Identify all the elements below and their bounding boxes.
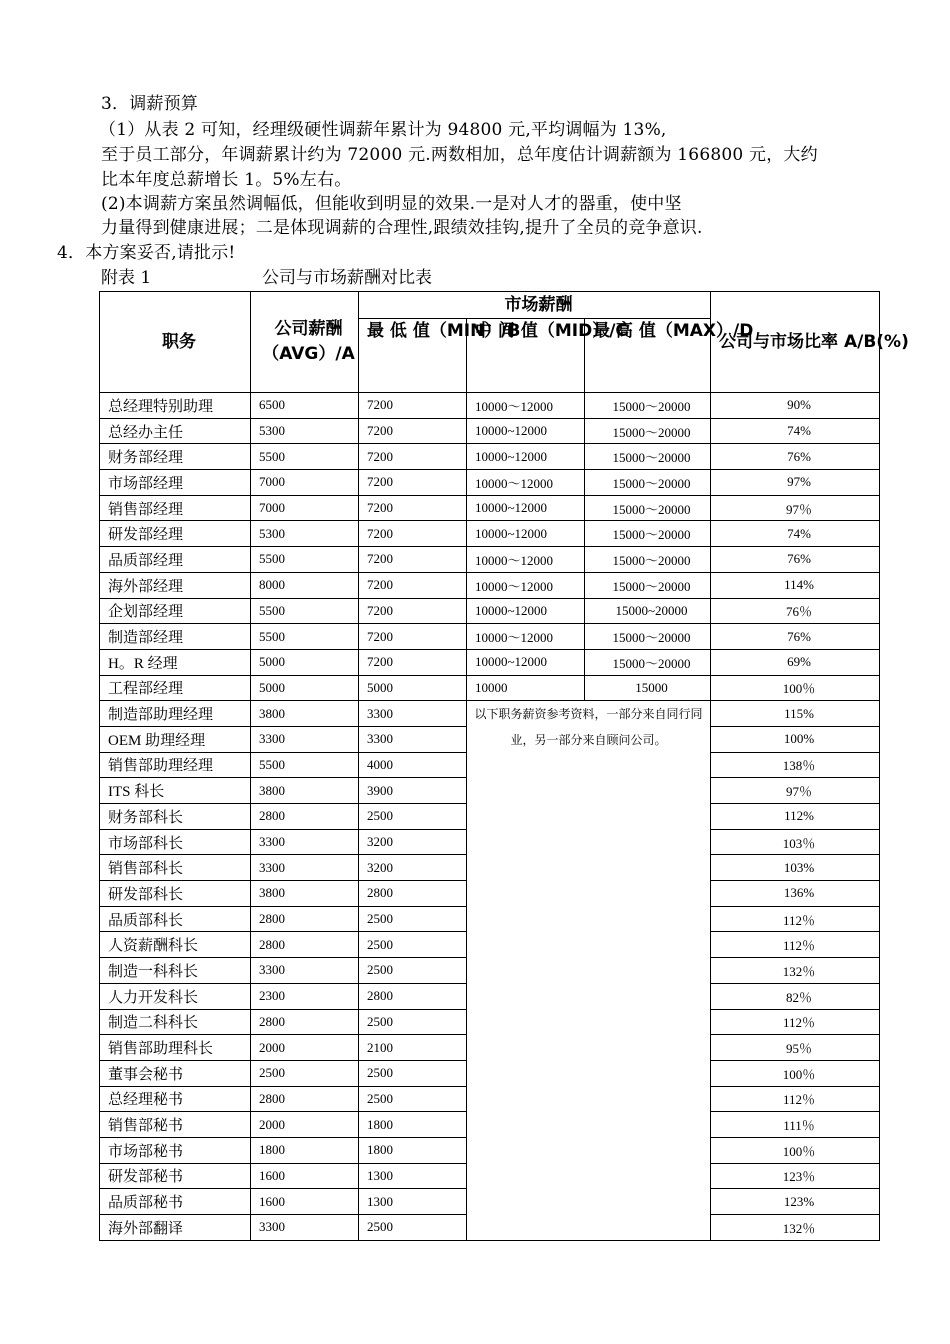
cell-company-avg: 5500 <box>251 752 359 778</box>
table-caption-title: 公司与市场薪酬对比表 <box>262 268 432 288</box>
table-caption-label: 附表 1 <box>101 268 152 288</box>
table-row <box>100 470 880 496</box>
cell-market-min: 4000 <box>359 752 467 778</box>
cell-market-mid: 10000~12000 <box>467 444 585 470</box>
cell-company-avg: 5500 <box>251 444 359 470</box>
paragraph-heading-4: 4．本方案妥否,请批示! <box>57 243 236 263</box>
cell-market-min: 7200 <box>359 444 467 470</box>
cell-job-title: 董事会秘书 <box>100 1060 251 1086</box>
cell-company-avg: 2800 <box>251 906 359 932</box>
table-row <box>100 624 880 650</box>
cell-market-min: 7200 <box>359 624 467 650</box>
cell-ratio: 76% <box>711 624 880 650</box>
cell-company-avg: 3800 <box>251 701 359 727</box>
cell-company-avg: 2500 <box>251 1060 359 1086</box>
cell-company-avg: 2800 <box>251 1086 359 1112</box>
cell-job-title: 海外部经理 <box>100 572 251 598</box>
cell-job-title: 海外部翻译 <box>100 1215 251 1241</box>
cell-company-avg: 5000 <box>251 649 359 675</box>
cell-company-avg: 2300 <box>251 983 359 1009</box>
cell-market-min: 7200 <box>359 393 467 419</box>
cell-ratio: 103％ <box>711 829 880 855</box>
paragraph-line: 比本年度总薪增长 1。5%左右。 <box>101 170 352 190</box>
cell-company-avg: 7000 <box>251 495 359 521</box>
cell-job-title: 市场部科长 <box>100 829 251 855</box>
table-row <box>100 547 880 573</box>
cell-job-title: 总经理秘书 <box>100 1086 251 1112</box>
salary-comparison-table <box>99 291 909 1241</box>
cell-job-title: 销售部经理 <box>100 495 251 521</box>
cell-job-title: 财务部经理 <box>100 444 251 470</box>
cell-company-avg: 6500 <box>251 393 359 419</box>
cell-company-avg: 5000 <box>251 675 359 701</box>
cell-market-mid: 10000~12000 <box>467 495 585 521</box>
cell-company-avg: 1600 <box>251 1189 359 1215</box>
cell-ratio: 112％ <box>711 932 880 958</box>
cell-ratio: 132％ <box>711 958 880 984</box>
cell-job-title: 销售部秘书 <box>100 1112 251 1138</box>
cell-company-avg: 2800 <box>251 804 359 830</box>
cell-job-title: ITS 科长 <box>100 778 251 804</box>
cell-job-title: 人力开发科长 <box>100 983 251 1009</box>
cell-market-min: 7200 <box>359 418 467 444</box>
cell-job-title: 工程部经理 <box>100 675 251 701</box>
cell-market-min: 2500 <box>359 932 467 958</box>
cell-ratio: 100% <box>711 726 880 752</box>
cell-job-title: 研发部科长 <box>100 881 251 907</box>
cell-job-title: 销售部科长 <box>100 855 251 881</box>
cell-company-avg: 5300 <box>251 418 359 444</box>
cell-market-max: 15000～20000 <box>585 495 711 521</box>
cell-ratio: 97% <box>711 470 880 496</box>
table-row <box>100 444 880 470</box>
cell-job-title: 品质部秘书 <box>100 1189 251 1215</box>
cell-job-title: 企划部经理 <box>100 598 251 624</box>
cell-ratio: 76% <box>711 547 880 573</box>
header-market-salary: 市场薪酬 <box>359 292 711 319</box>
header-max: 最 高 值（MAX）/D <box>585 319 711 393</box>
table-row <box>100 675 880 701</box>
cell-market-mid: 10000~12000 <box>467 521 585 547</box>
paragraph-line: 力量得到健康进展；二是体现调薪的合理性,跟绩效挂钩,提升了全员的竞争意识. <box>101 218 703 238</box>
cell-company-avg: 8000 <box>251 572 359 598</box>
cell-job-title: 研发部经理 <box>100 521 251 547</box>
cell-ratio: 100％ <box>711 675 880 701</box>
cell-company-avg: 3300 <box>251 829 359 855</box>
cell-market-min: 2100 <box>359 1035 467 1061</box>
cell-company-avg: 3800 <box>251 881 359 907</box>
cell-market-max: 15000～20000 <box>585 649 711 675</box>
cell-ratio: 138％ <box>711 752 880 778</box>
cell-market-max: 15000～20000 <box>585 547 711 573</box>
cell-ratio: 100％ <box>711 1060 880 1086</box>
cell-ratio: 74% <box>711 418 880 444</box>
cell-ratio: 112% <box>711 804 880 830</box>
cell-job-title: 制造一科科长 <box>100 958 251 984</box>
reference-note: 以下职务薪资参考资料，一部分来自同行同业，另一部分来自顾问公司。 <box>467 701 711 1240</box>
header-min: 最 低 值（MIN）/B <box>359 319 467 393</box>
cell-company-avg: 3300 <box>251 726 359 752</box>
cell-market-max: 15000～20000 <box>585 624 711 650</box>
cell-job-title: H。R 经理 <box>100 649 251 675</box>
cell-company-avg: 2800 <box>251 1009 359 1035</box>
table-row <box>100 572 880 598</box>
cell-market-min: 3300 <box>359 726 467 752</box>
cell-company-avg: 7000 <box>251 470 359 496</box>
cell-market-min: 2800 <box>359 983 467 1009</box>
cell-market-max: 15000 <box>585 675 711 701</box>
cell-market-min: 1300 <box>359 1163 467 1189</box>
cell-company-avg: 5300 <box>251 521 359 547</box>
header-mid: 中 间 值（MID）/C <box>467 319 585 393</box>
cell-company-avg: 1800 <box>251 1137 359 1163</box>
cell-company-avg: 2000 <box>251 1035 359 1061</box>
cell-market-min: 1800 <box>359 1137 467 1163</box>
cell-market-min: 2500 <box>359 958 467 984</box>
table-row <box>100 701 880 727</box>
cell-company-avg: 3300 <box>251 1215 359 1241</box>
cell-job-title: 制造部经理 <box>100 624 251 650</box>
table-row <box>100 418 880 444</box>
paragraph-heading-3: 3．调薪预算 <box>101 94 199 114</box>
cell-job-title: 总经办主任 <box>100 418 251 444</box>
header-ratio: 公司与市场比率 A/B(%) <box>711 292 880 393</box>
cell-ratio: 123％ <box>711 1163 880 1189</box>
cell-ratio: 112％ <box>711 1009 880 1035</box>
cell-market-mid: 10000～12000 <box>467 572 585 598</box>
cell-market-mid: 10000～12000 <box>467 393 585 419</box>
cell-job-title: 制造部助理经理 <box>100 701 251 727</box>
cell-job-title: 人资薪酬科长 <box>100 932 251 958</box>
cell-market-min: 1800 <box>359 1112 467 1138</box>
cell-ratio: 97％ <box>711 495 880 521</box>
cell-market-min: 2800 <box>359 881 467 907</box>
cell-market-min: 7200 <box>359 495 467 521</box>
cell-job-title: 市场部秘书 <box>100 1137 251 1163</box>
cell-market-mid: 10000~12000 <box>467 598 585 624</box>
cell-market-max: 15000～20000 <box>585 470 711 496</box>
cell-market-max: 15000～20000 <box>585 572 711 598</box>
cell-company-avg: 2000 <box>251 1112 359 1138</box>
cell-company-avg: 3300 <box>251 958 359 984</box>
cell-ratio: 112％ <box>711 906 880 932</box>
cell-market-mid: 10000～12000 <box>467 470 585 496</box>
table-row <box>100 495 880 521</box>
cell-market-min: 3900 <box>359 778 467 804</box>
cell-market-min: 5000 <box>359 675 467 701</box>
cell-job-title: 制造二科科长 <box>100 1009 251 1035</box>
cell-market-min: 7200 <box>359 470 467 496</box>
cell-ratio: 74% <box>711 521 880 547</box>
cell-job-title: 销售部助理经理 <box>100 752 251 778</box>
cell-job-title: 销售部助理科长 <box>100 1035 251 1061</box>
cell-ratio: 103% <box>711 855 880 881</box>
cell-market-max: 15000～20000 <box>585 393 711 419</box>
cell-company-avg: 5500 <box>251 598 359 624</box>
cell-job-title: 总经理特别助理 <box>100 393 251 419</box>
cell-ratio: 115% <box>711 701 880 727</box>
cell-market-min: 1300 <box>359 1189 467 1215</box>
cell-ratio: 97％ <box>711 778 880 804</box>
cell-ratio: 100％ <box>711 1137 880 1163</box>
cell-market-mid: 10000~12000 <box>467 649 585 675</box>
cell-ratio: 90% <box>711 393 880 419</box>
cell-job-title: 品质部科长 <box>100 906 251 932</box>
table-row <box>100 521 880 547</box>
cell-market-min: 3200 <box>359 855 467 881</box>
cell-company-avg: 5500 <box>251 624 359 650</box>
cell-company-avg: 5500 <box>251 547 359 573</box>
cell-market-min: 2500 <box>359 1009 467 1035</box>
cell-market-min: 7200 <box>359 572 467 598</box>
cell-job-title: 财务部科长 <box>100 804 251 830</box>
cell-market-max: 15000~20000 <box>585 598 711 624</box>
cell-market-mid: 10000 <box>467 675 585 701</box>
cell-market-min: 7200 <box>359 649 467 675</box>
cell-market-max: 15000～20000 <box>585 444 711 470</box>
cell-ratio: 76% <box>711 444 880 470</box>
cell-ratio: 76％ <box>711 598 880 624</box>
cell-market-mid: 10000~12000 <box>467 418 585 444</box>
cell-ratio: 112％ <box>711 1086 880 1112</box>
cell-ratio: 114% <box>711 572 880 598</box>
cell-company-avg: 3300 <box>251 855 359 881</box>
cell-company-avg: 1600 <box>251 1163 359 1189</box>
cell-market-min: 2500 <box>359 1086 467 1112</box>
cell-job-title: 市场部经理 <box>100 470 251 496</box>
paragraph-line: 至于员工部分，年调薪累计约为 72000 元.两数相加，总年度估计调薪额为 166800 元，大约 <box>101 145 818 165</box>
table-row <box>100 649 880 675</box>
cell-ratio: 111％ <box>711 1112 880 1138</box>
header-job: 职务 <box>100 292 251 393</box>
cell-market-min: 2500 <box>359 1215 467 1241</box>
cell-market-min: 3300 <box>359 701 467 727</box>
cell-market-min: 2500 <box>359 1060 467 1086</box>
cell-ratio: 82％ <box>711 983 880 1009</box>
cell-job-title: 研发部秘书 <box>100 1163 251 1189</box>
cell-market-mid: 10000～12000 <box>467 624 585 650</box>
cell-market-min: 7200 <box>359 598 467 624</box>
cell-job-title: OEM 助理经理 <box>100 726 251 752</box>
cell-ratio: 136% <box>711 881 880 907</box>
cell-market-max: 15000～20000 <box>585 418 711 444</box>
cell-job-title: 品质部经理 <box>100 547 251 573</box>
cell-ratio: 95％ <box>711 1035 880 1061</box>
cell-market-max: 15000～20000 <box>585 521 711 547</box>
paragraph-line: （1）从表 2 可知，经理级硬性调薪年累计为 94800 元,平均调幅为 13%, <box>99 120 667 140</box>
cell-market-min: 2500 <box>359 906 467 932</box>
paragraph-line: (2)本调薪方案虽然调幅低，但能收到明显的效果.一是对人才的器重，使中坚 <box>101 194 682 214</box>
cell-market-min: 2500 <box>359 804 467 830</box>
cell-market-mid: 10000～12000 <box>467 547 585 573</box>
cell-market-min: 3200 <box>359 829 467 855</box>
table-row <box>100 393 880 419</box>
cell-ratio: 132％ <box>711 1215 880 1241</box>
cell-company-avg: 3800 <box>251 778 359 804</box>
header-company-avg: 公司薪酬（AVG）/A <box>251 292 359 393</box>
cell-market-min: 7200 <box>359 521 467 547</box>
cell-company-avg: 2800 <box>251 932 359 958</box>
cell-market-min: 7200 <box>359 547 467 573</box>
cell-ratio: 69% <box>711 649 880 675</box>
cell-ratio: 123% <box>711 1189 880 1215</box>
table-row <box>100 598 880 624</box>
